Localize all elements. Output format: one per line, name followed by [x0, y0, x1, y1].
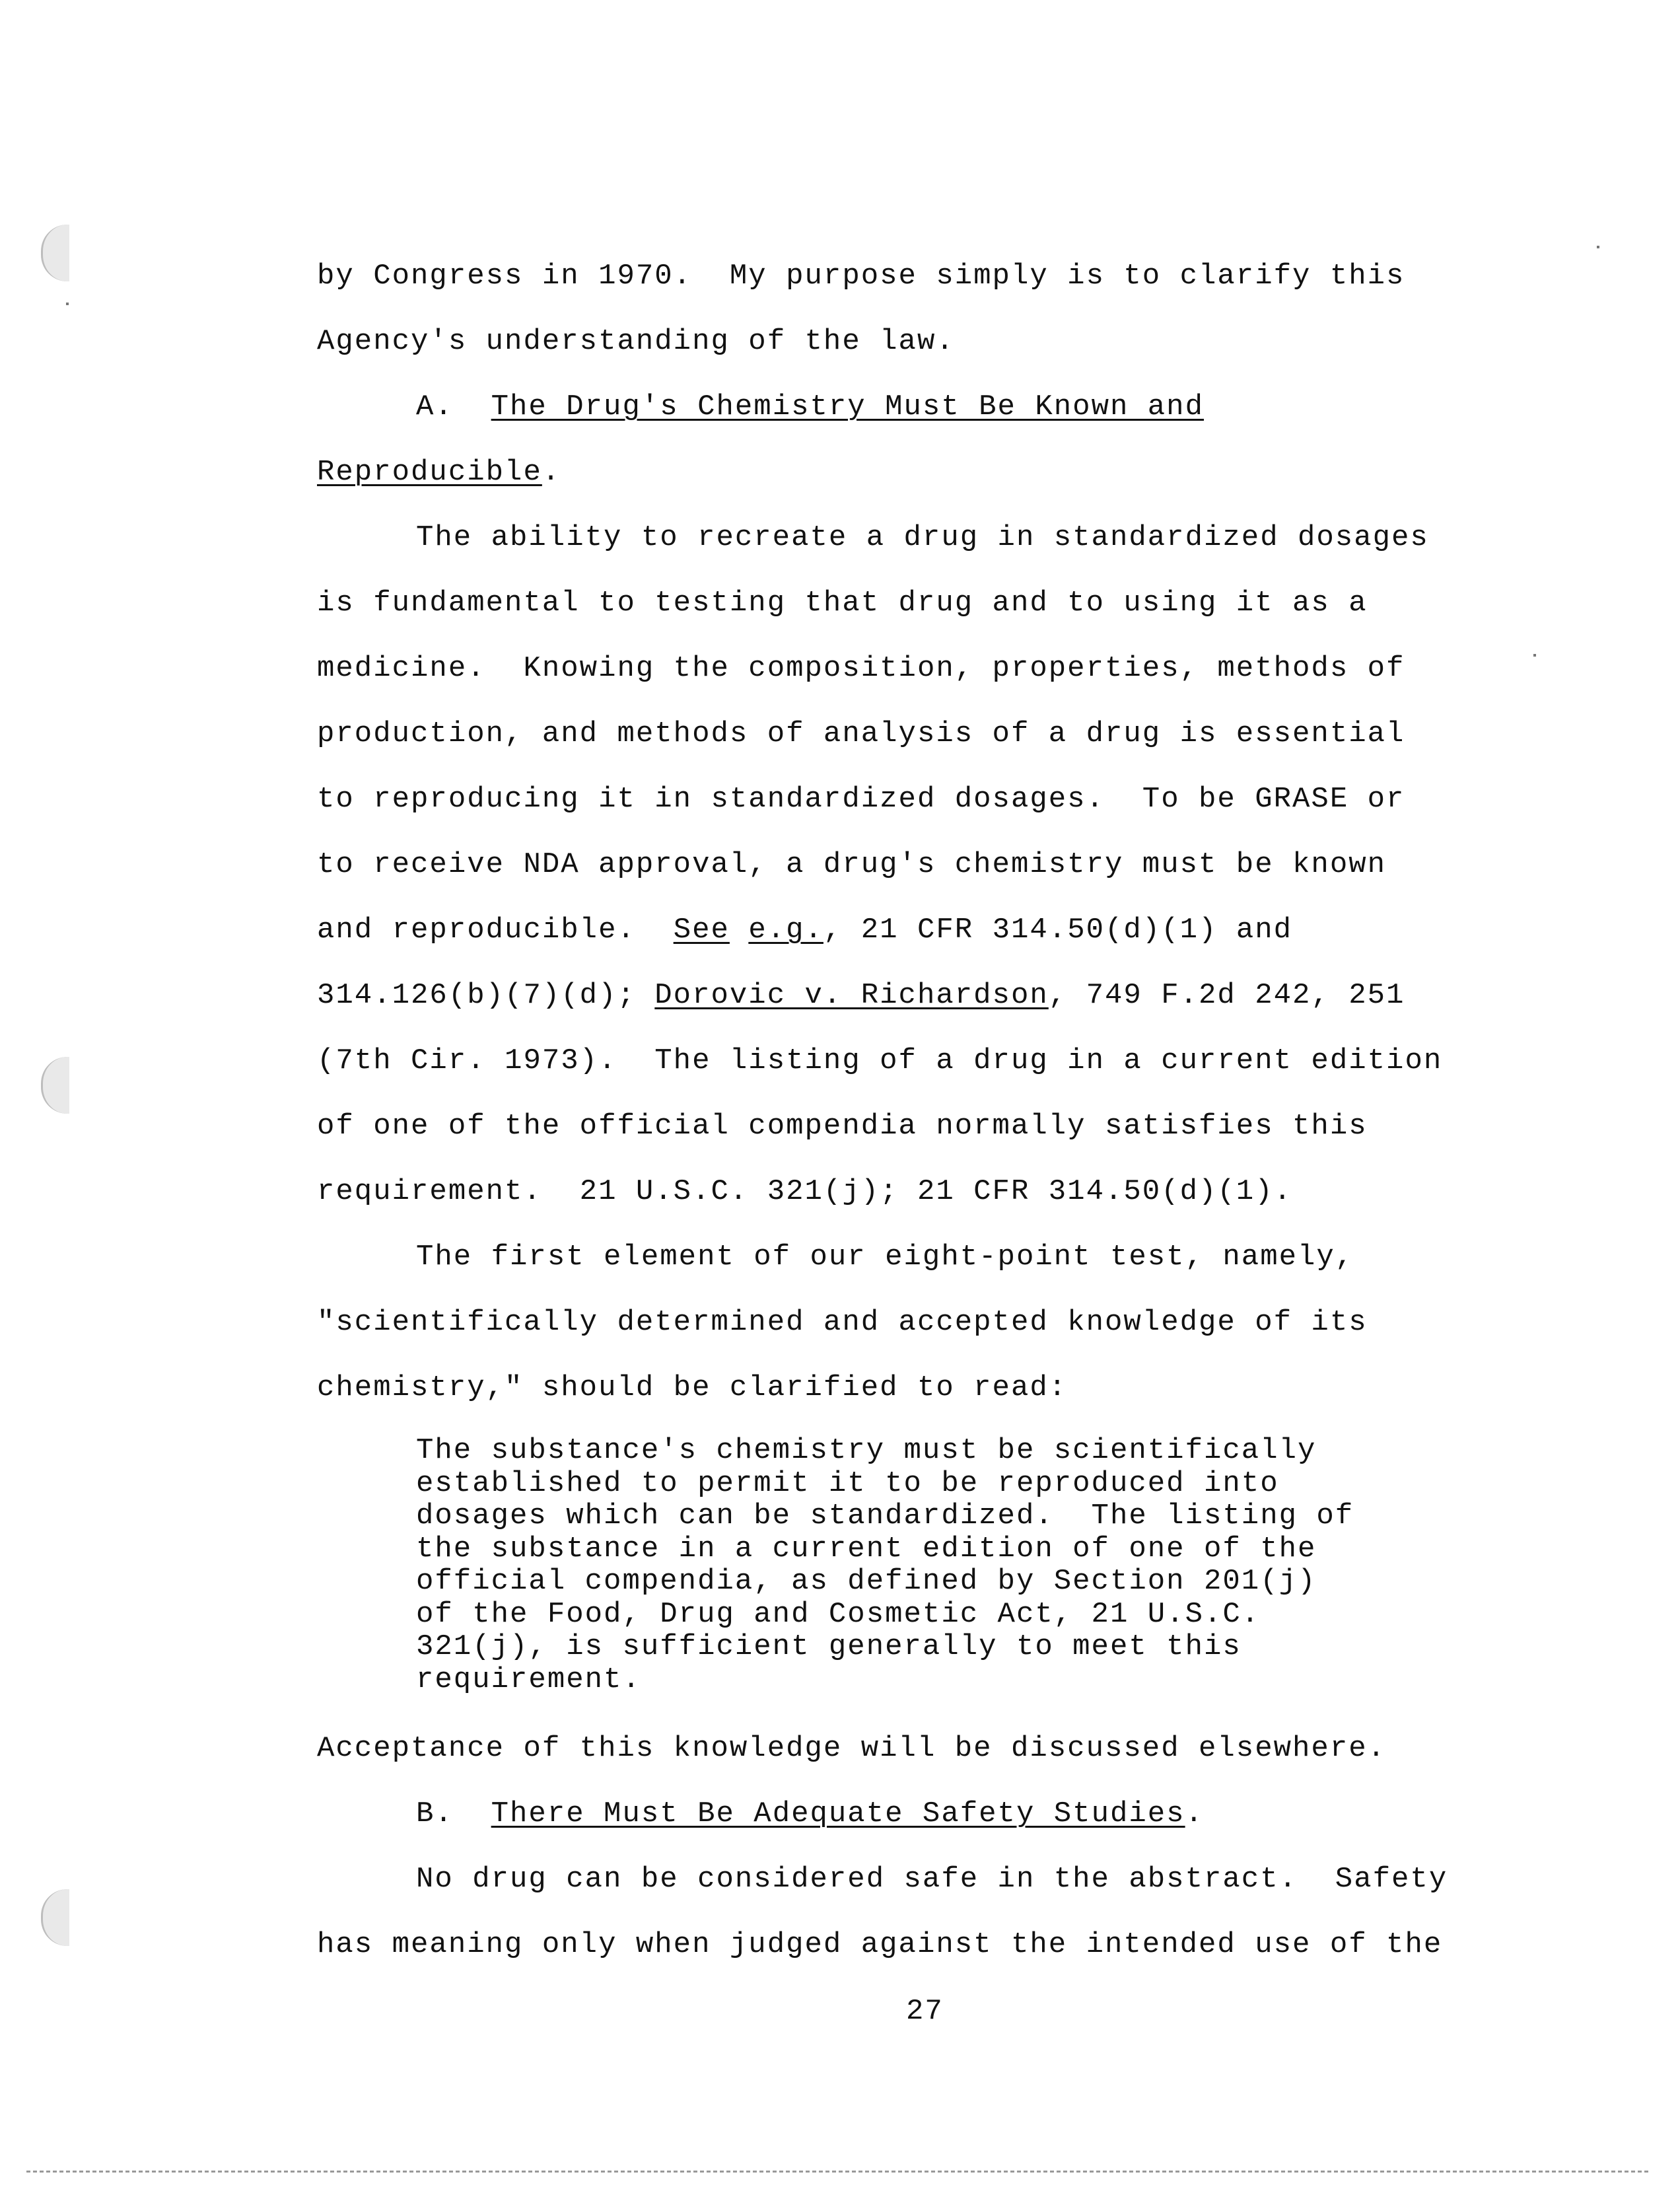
- hole-punch-mark: [41, 225, 69, 281]
- citation-line: [317, 979, 1405, 1012]
- case-name: Dorovic v. Richardson: [654, 979, 1049, 1012]
- quote-line: 321(j), is sufficient generally to meet this: [416, 1630, 1242, 1663]
- body-line: Agency's understanding of the law.: [317, 325, 955, 358]
- quote-line: of the Food, Drug and Cosmetic Act, 21 U.S.C.: [416, 1597, 1261, 1631]
- citation-line: [317, 914, 1292, 947]
- section-heading-b: [416, 1797, 1204, 1830]
- body-line: of one of the official compendia normally satisfies this: [317, 1110, 1368, 1143]
- scan-speck: [66, 303, 69, 305]
- body-line: is fundamental to testing that drug and to using it as a: [317, 587, 1368, 620]
- heading-punct: .: [1185, 1797, 1204, 1830]
- body-line: to reproducing it in standardized dosages. To be GRASE or: [317, 783, 1405, 816]
- quote-line: the substance in a current edition of one of the: [416, 1532, 1317, 1565]
- hole-punch-mark: [41, 1889, 69, 1946]
- text-run: and reproducible.: [317, 914, 674, 947]
- body-line: by Congress in 1970. My purpose simply is to clarify this: [317, 260, 1405, 293]
- heading-title: Reproducible: [317, 456, 542, 489]
- text-run: 314.126(b)(7)(d);: [317, 979, 655, 1012]
- quote-line: established to permit it to be reproduced into: [416, 1466, 1279, 1500]
- quote-line: The substance's chemistry must be scientifically: [416, 1434, 1317, 1467]
- text-run: [730, 914, 748, 947]
- page-number: 27: [906, 1995, 944, 2028]
- body-line: No drug can be considered safe in the abstract. Safety: [416, 1863, 1448, 1896]
- heading-label: B.: [416, 1797, 491, 1830]
- quote-line: dosages which can be standardized. The listing of: [416, 1499, 1354, 1532]
- heading-title: The Drug's Chemistry Must Be Known and: [491, 390, 1204, 423]
- text-run: , 749 F.2d 242, 251: [1048, 979, 1405, 1012]
- body-line: Acceptance of this knowledge will be discussed elsewhere.: [317, 1732, 1387, 1765]
- signal-eg: e.g.: [748, 914, 823, 947]
- heading-punct: .: [542, 456, 561, 489]
- body-line: has meaning only when judged against the intended use of the: [317, 1928, 1443, 1961]
- body-line: requirement. 21 U.S.C. 321(j); 21 CFR 314.50(d)(1).: [317, 1175, 1293, 1208]
- body-line: production, and methods of analysis of a drug is essential: [317, 717, 1405, 750]
- body-line: to receive NDA approval, a drug's chemistry must be known: [317, 848, 1387, 881]
- body-line: The ability to recreate a drug in standardized dosages: [416, 521, 1429, 554]
- hole-punch-mark: [41, 1057, 69, 1114]
- scan-speck: [1533, 654, 1536, 657]
- block-quote: [416, 1435, 1539, 1696]
- heading-title: There Must Be Adequate Safety Studies: [491, 1797, 1185, 1830]
- body-line: (7th Cir. 1973). The listing of a drug in a current edition: [317, 1044, 1443, 1077]
- body-line: chemistry," should be clarified to read:: [317, 1371, 1068, 1404]
- quote-line: requirement.: [416, 1663, 641, 1696]
- scan-edge-line: [26, 2171, 1651, 2173]
- text-run: , 21 CFR 314.50(d)(1) and: [823, 914, 1293, 947]
- body-line: medicine. Knowing the composition, properties, methods of: [317, 652, 1405, 685]
- scan-speck: [1597, 246, 1599, 248]
- body-line: "scientifically determined and accepted knowledge of its: [317, 1306, 1368, 1339]
- section-heading-a-cont: [317, 456, 561, 489]
- heading-label: A.: [416, 390, 491, 423]
- body-line: The first element of our eight-point test, namely,: [416, 1241, 1354, 1274]
- signal-see: See: [673, 914, 730, 947]
- quote-line: official compendia, as defined by Section 201(j): [416, 1565, 1317, 1598]
- section-heading-a: [416, 390, 1204, 423]
